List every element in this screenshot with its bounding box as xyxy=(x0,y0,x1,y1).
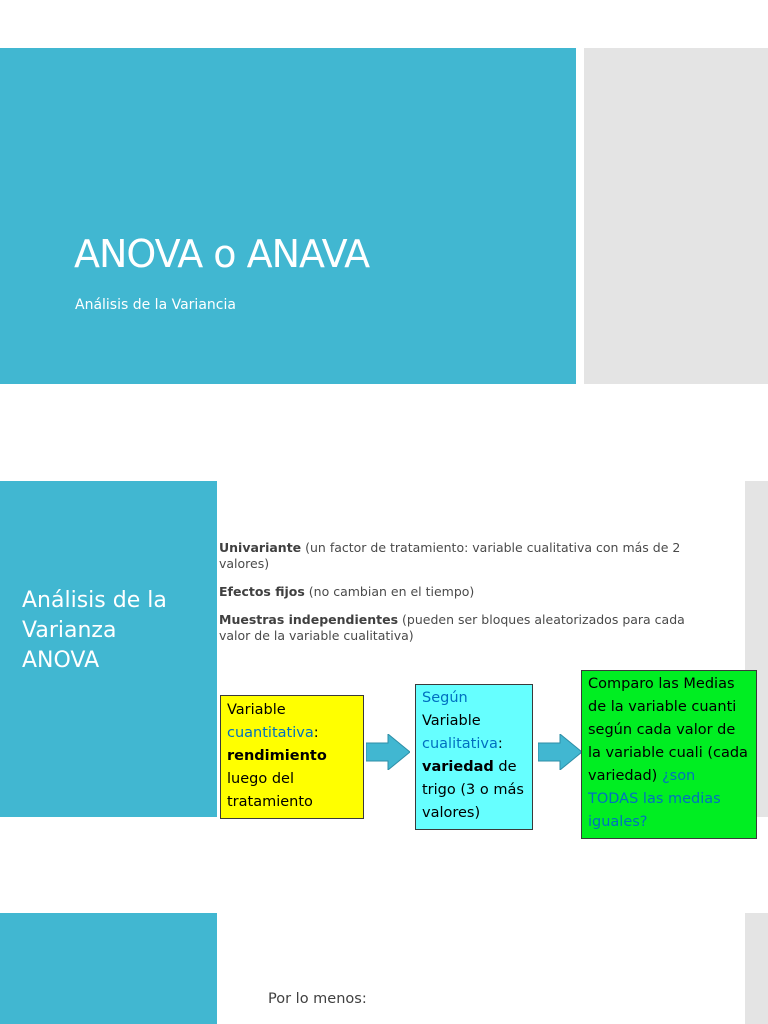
title-slide-side-panel xyxy=(584,48,768,384)
slide-subtitle: Análisis de la Variancia xyxy=(75,297,236,313)
quantitative-variable-box xyxy=(220,695,364,819)
title-slide-panel xyxy=(0,48,576,384)
bullet-term: Univariante xyxy=(219,540,302,555)
qualitative-variable-box xyxy=(415,684,533,830)
bullet-univariante xyxy=(219,540,719,572)
colon: : xyxy=(313,725,319,741)
bullet-efectos-fijos xyxy=(219,584,719,600)
box-line: luego del xyxy=(227,771,294,787)
box-line xyxy=(422,756,526,825)
slide3-text: Por lo menos: xyxy=(268,991,367,1007)
slide2-heading xyxy=(22,586,212,676)
bullet-term: Muestras independientes xyxy=(219,612,399,627)
box-text: Comparo las Medias de la variable cuanti según cada valor de la variable cuali (cada variedad) xyxy=(588,676,748,784)
box-line: Variable xyxy=(422,713,481,729)
arrow-right-icon xyxy=(538,734,582,770)
bullet-muestras-independientes xyxy=(219,612,719,644)
box-line xyxy=(422,733,526,756)
box-bold-term: rendimiento xyxy=(227,748,327,764)
compare-means-box xyxy=(581,670,757,839)
slide-title: ANOVA o ANAVA xyxy=(74,232,370,276)
colon: : xyxy=(497,736,503,752)
box-line xyxy=(227,722,357,745)
bullet-text: (un factor de tratamiento: variable cualitativa con más de 2 valores) xyxy=(219,540,681,571)
arrow-right-icon xyxy=(366,734,410,770)
bullet-term: Efectos fijos xyxy=(219,584,305,599)
bullet-text: (pueden ser bloques aleatorizados para cada valor de la variable cualitativa) xyxy=(219,612,685,643)
question-text: ¿son TODAS las medias iguales? xyxy=(588,768,721,830)
slide3-side-panel xyxy=(745,913,768,1024)
slide2-heading-line: Varianza xyxy=(22,618,117,643)
highlight-term: cualitativa xyxy=(422,736,498,752)
highlight-term: cuantitativa xyxy=(227,725,314,741)
slide2-heading-line: Análisis de la xyxy=(22,588,167,613)
box-line: tratamiento xyxy=(227,794,313,810)
slide2-heading-line: ANOVA xyxy=(22,648,100,673)
box-bold-term: variedad xyxy=(422,759,494,775)
slide3-heading-panel xyxy=(0,913,217,1024)
box-text: de trigo (3 o más valores) xyxy=(422,759,524,821)
bullet-text: (no cambian en el tiempo) xyxy=(304,584,475,599)
box-line: Variable xyxy=(227,702,286,718)
highlight-term: Según xyxy=(422,690,468,706)
